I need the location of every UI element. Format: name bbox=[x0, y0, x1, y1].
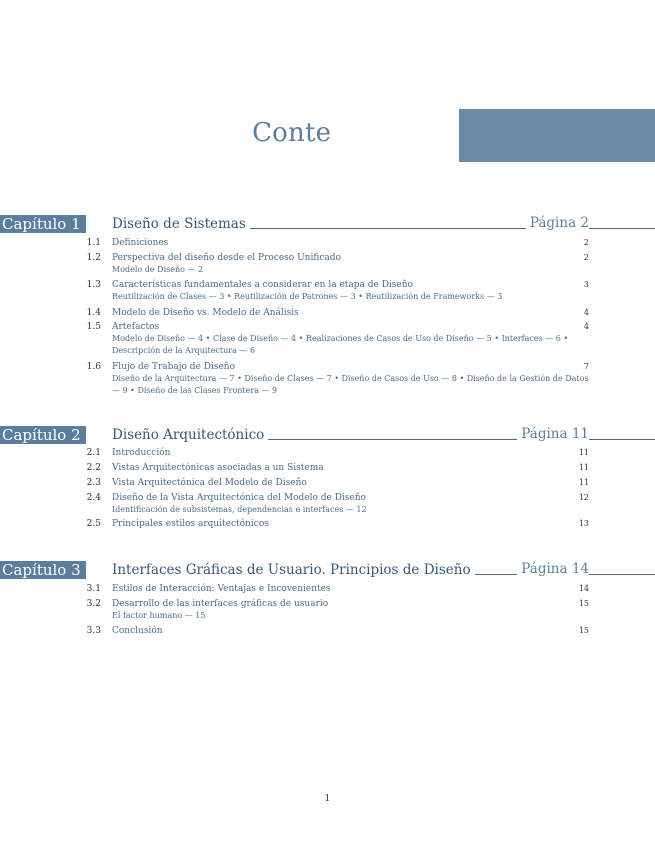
section-number: 2.2 bbox=[86, 463, 101, 473]
section-title[interactable]: Diseño de la Vista Arquitectónica del Modelo de Diseño bbox=[112, 493, 366, 503]
section-title[interactable]: Flujo de Trabajo de Diseño bbox=[112, 362, 236, 372]
section-title[interactable]: Desarrollo de las interfaces gráficas de usuario bbox=[112, 599, 329, 609]
chapter-title[interactable]: Interfaces Gráficas de Usuario. Principios de Diseño bbox=[112, 562, 475, 578]
chapter-page[interactable]: Página 2 bbox=[526, 215, 589, 231]
subsection-list[interactable]: Reutilización de Clases — 3 • Reutilización de Patrones — 3 • Reutilización de Frameworks — 3 bbox=[112, 292, 503, 301]
section-title[interactable]: Vista Arquitectónica del Modelo de Diseño bbox=[112, 478, 307, 488]
page-title: Contenidos bbox=[252, 118, 403, 148]
section-title[interactable]: Modelo de Diseño vs. Modelo de Análisis bbox=[112, 308, 299, 318]
section-number: 3.2 bbox=[86, 599, 101, 609]
subsection-list[interactable]: El factor humano — 15 bbox=[112, 611, 206, 620]
section-page: 14 bbox=[578, 584, 589, 593]
section-page: 11 bbox=[578, 478, 589, 487]
section-page: 7 bbox=[583, 362, 589, 371]
section-title[interactable]: Estilos de Interacción: Ventajas e Incovenientes bbox=[112, 584, 331, 594]
subsection-list[interactable]: Identificación de subsistemas, dependencias e interfaces — 12 bbox=[112, 505, 367, 514]
section-page: 11 bbox=[578, 463, 589, 472]
section-page: 2 bbox=[583, 238, 589, 247]
section-page: 13 bbox=[578, 519, 589, 528]
section-title[interactable]: Introducción bbox=[112, 448, 171, 458]
section-number: 1.2 bbox=[86, 253, 101, 263]
section-page: 11 bbox=[578, 448, 589, 457]
section-page: 2 bbox=[583, 253, 589, 262]
section-page: 4 bbox=[583, 322, 589, 331]
chapter-label: Capítulo 2 bbox=[0, 426, 86, 444]
page-number: 1 bbox=[324, 794, 331, 804]
section-number: 1.1 bbox=[86, 238, 101, 248]
chapter-title[interactable]: Diseño de Sistemas bbox=[112, 216, 250, 232]
section-number: 2.4 bbox=[86, 493, 101, 503]
section-number: 3.1 bbox=[86, 584, 101, 594]
subsection-list[interactable]: Modelo de Diseño — 2 bbox=[112, 265, 204, 274]
section-title[interactable]: Conclusión bbox=[112, 626, 163, 636]
chapter-title[interactable]: Diseño Arquitectónico bbox=[112, 427, 268, 443]
chapter-page[interactable]: Página 11 bbox=[517, 426, 589, 442]
section-page: 15 bbox=[578, 599, 589, 608]
section-title[interactable]: Definiciones bbox=[112, 238, 169, 248]
section-number: 1.5 bbox=[86, 322, 101, 332]
section-number: 3.3 bbox=[86, 626, 101, 636]
section-number: 1.6 bbox=[86, 362, 101, 372]
section-number: 2.5 bbox=[86, 519, 101, 529]
section-page: 15 bbox=[578, 626, 589, 635]
section-page: 4 bbox=[583, 308, 589, 317]
section-page: 12 bbox=[578, 493, 589, 502]
subsection-list[interactable]: Modelo de Diseño — 4 • Clase de Diseño — 4 • Realizaciones de Casos de Uso de Diseño — 5 • Interfaces — 6 • Descripción de la Arquitectura — 6 bbox=[112, 334, 569, 355]
chapter-label: Capítulo 1 bbox=[0, 215, 86, 233]
subsection-list[interactable]: Diseño de la Arquitectura — 7 • Diseño de Clases — 7 • Diseño de Casos de Uso — 8 • Diseño de la Gestión de Datos — 9 • Diseño de las Clases Frontera — 9 bbox=[112, 374, 589, 395]
section-number: 2.3 bbox=[86, 478, 101, 488]
chapter-page[interactable]: Página 14 bbox=[517, 561, 589, 577]
section-number: 2.1 bbox=[86, 448, 101, 458]
section-title[interactable]: Perspectiva del diseño desde el Proceso Unificado bbox=[112, 253, 341, 263]
section-title[interactable]: Principales estilos arquitectónicos bbox=[112, 519, 269, 529]
section-number: 1.4 bbox=[86, 308, 101, 318]
section-title[interactable]: Artefactos bbox=[112, 322, 160, 332]
section-title[interactable]: Vistas Arquitectónicas asociadas a un Sistema bbox=[112, 463, 324, 473]
section-title[interactable]: Características fundamentales a considerar en la etapa de Diseño bbox=[112, 280, 413, 290]
section-page: 3 bbox=[583, 280, 589, 289]
section-number: 1.3 bbox=[86, 280, 101, 290]
chapter-label: Capítulo 3 bbox=[0, 561, 86, 579]
